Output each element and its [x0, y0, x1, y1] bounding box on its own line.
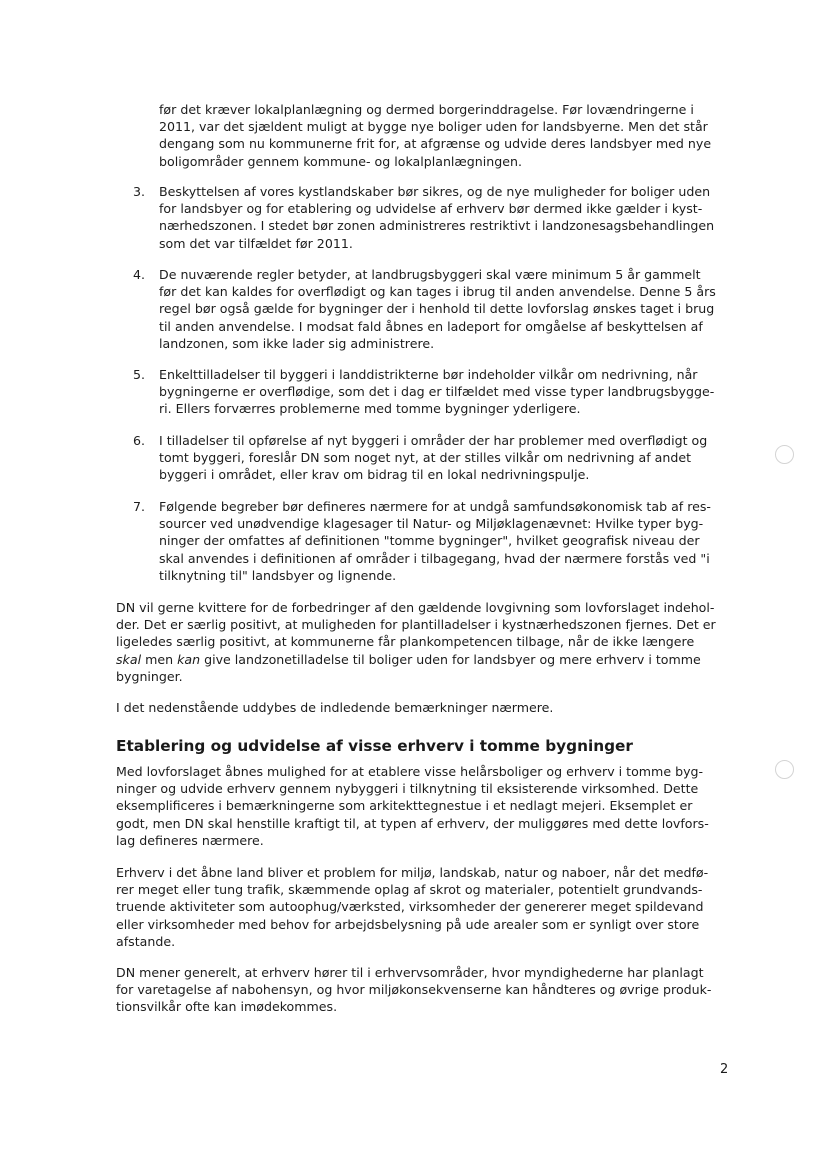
paragraph: Med lovforslaget åbnes mulighed for at etablere visse helårsboliger og erhverv i tomme byg- ninger og udvide erhverv gennem nybyggeri i tilknytning til eksisterende virksomhed. Dette eksemplificeres i bemærkningerne som arkitekttegnestue i et nedlagt mejeri. Eksemplet er godt, men DN skal henstille kraftigt til, at typen af erhverv, der muliggøres med dette lovfors- lag defineres nærmere.	[116, 764, 709, 848]
emphasis-text: skal	[116, 651, 142, 667]
paragraph-text: men	[141, 651, 178, 667]
intro-paragraph: I det nedenstående uddybes de indledende bemærkninger nærmere.	[116, 700, 554, 715]
list-item-text: I tilladelser til opførelse af nyt byggeri i områder der har problemer med overflødigt og tomt byggeri, foreslår DN som noget nyt, at der stilles vilkår om nedrivning af andet byggeri i området, eller krav om bidrag til en lokal nedrivningspulje.	[159, 433, 708, 483]
list-item-text: Følgende begreber bør defineres nærmere for at undgå samfundsøkonomisk tab af res- sourcer ved unødvendige klagesager til Natur- og Miljøklagenævnet: Hvilke typer byg- ninger der omfattes af definitionen "tomme bygninger", hvilket geografisk niveau der skal anvendes i definitionen af områder i tilbagegang, hvad der nærmere forstås ved "i tilknytning til" landsbyer og lignende.	[159, 499, 711, 583]
paragraph: Erhverv i det åbne land bliver et problem for miljø, landskab, natur og naboer, når det medfø- rer meget eller tung trafik, skæmmende oplag af skrot og materialer, potentielt grundvands- truende aktiviteter som autoophug/værksted, virksomheder der genererer meget spildevand eller virksomheder med behov for arbejdsbelysning på ude arealer som er synligt over store afstande.	[116, 865, 709, 949]
list-item-number: 4.	[133, 267, 146, 282]
punch-hole-mark	[775, 760, 794, 779]
emphasis-text: kan	[177, 651, 201, 667]
paragraph-text: DN vil gerne kvittere for de forbedringer af den gældende lovgivning som lovforslaget indehol- der. Det er særlig positivt, at muligheden for plantilladelser i kystnærhedszonen fjernes. Det er ligeledes særlig positivt, at kommunerne får plankompetencen tilbage, når de ikke længere	[116, 600, 716, 650]
list-item-text: Enkelttilladelser til byggeri i landdistrikterne bør indeholder vilkår om nedrivning, når bygningerne er overflødige, som det i dag er tilfældet med visse typer landbrugsbygge- ri. Ellers forværres problemerne med tomme bygninger yderligere.	[159, 367, 715, 417]
paragraph: DN mener generelt, at erhverv hører til i erhvervsområder, hvor myndighederne har planlagt for varetagelse af nabohensyn, og hvor miljøkonsekvenserne kan håndteres og øvrige produk- tionsvilkår ofte kan imødekommes.	[116, 965, 712, 1015]
list-item-text: Beskyttelsen af vores kystlandskaber bør sikres, og de nye muligheder for boliger uden for landsbyer og for etablering og udvidelse af erhverv bør dermed ikke gælder i kyst- nærhedszonen. I stedet bør zonen administreres restriktivt i landzonesagsbehandlingen som det var tilfældet før 2011.	[159, 184, 715, 251]
continuation-paragraph: før det kræver lokalplanlægning og dermed borgerinddragelse. Før lovændringerne i 2011, var det sjældent muligt at bygge nye boliger uden for landsbyerne. Men det står dengang som nu kommunerne frit for, at afgrænse og udvide deres landsbyer med nye boligområder gennem kommune- og lokalplanlægningen.	[159, 102, 712, 169]
list-item-number: 7.	[133, 499, 146, 514]
paragraph-text: give landzonetilladelse til boliger uden for landsbyer og mere erhverv i tomme bygninger.	[116, 651, 701, 684]
list-item	[133, 183, 733, 252]
page-number: 2	[720, 1062, 729, 1077]
list-item	[133, 266, 733, 352]
list-item-number: 6.	[133, 433, 146, 448]
list-item-number: 5.	[133, 367, 146, 382]
punch-hole-mark	[775, 445, 794, 464]
dn-acknowledgement-paragraph	[116, 599, 736, 685]
list-item	[133, 432, 733, 484]
list-item-number: 3.	[133, 184, 146, 199]
section-heading: Etablering og udvidelse af visse erhverv i tomme bygninger	[116, 737, 633, 755]
list-item	[133, 366, 733, 418]
list-item	[133, 498, 733, 584]
list-item-text: De nuværende regler betyder, at landbrugsbyggeri skal være minimum 5 år gammelt før det kan kaldes for overflødigt og kan tages i ibrug til anden anvendelse. Denne 5 års regel bør også gælde for bygninger der i henhold til dette lovforslag ønskes taget i brug til anden anvendelse. I modsat fald åbnes en ladeport for omgåelse af beskyttelsen af landzonen, som ikke lader sig administrere.	[159, 267, 716, 351]
